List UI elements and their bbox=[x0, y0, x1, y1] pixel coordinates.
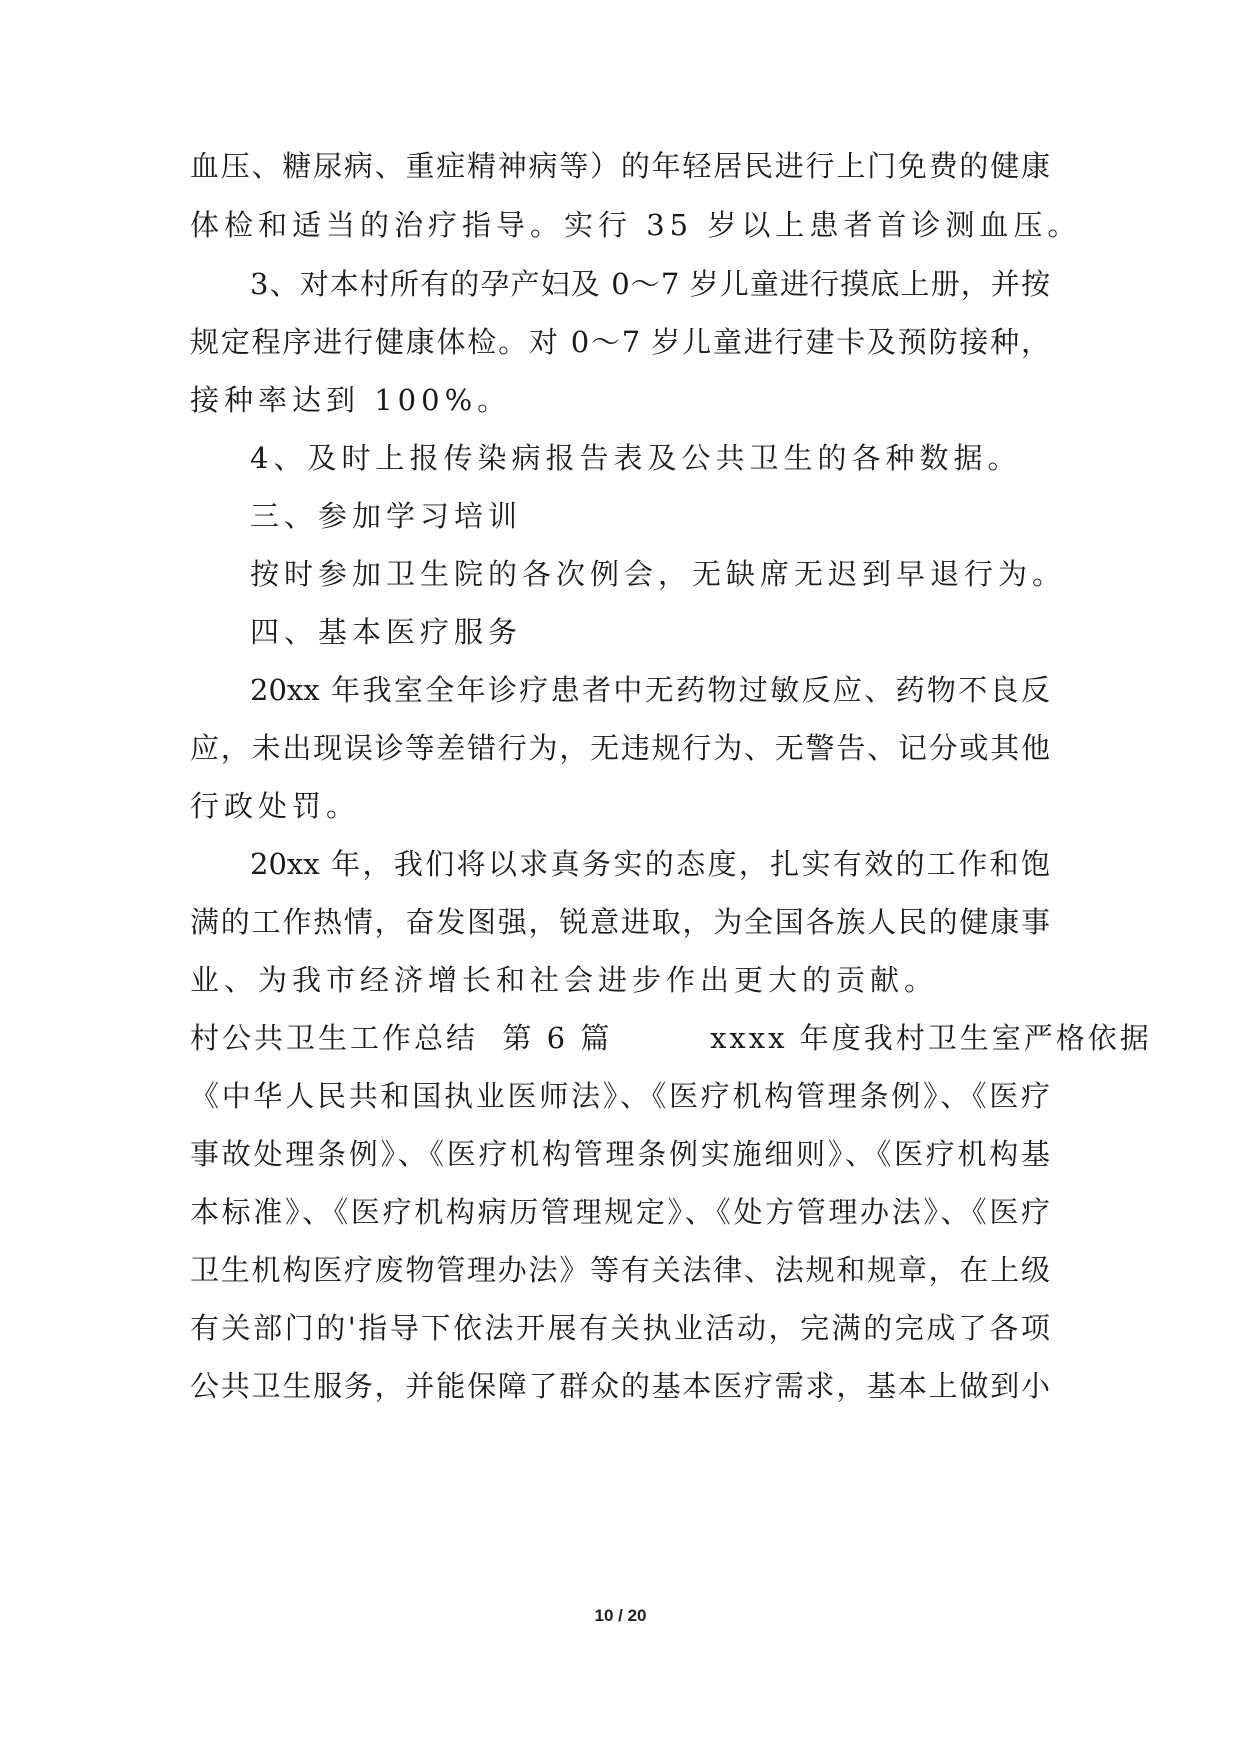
body-text-line: 应，未出现误诊等差错行为，无违规行为、无警告、记分或其他 bbox=[190, 731, 1050, 765]
body-text-line: 规定程序进行健康体检。对 0～7 岁儿童进行建卡及预防接种， bbox=[190, 325, 1050, 359]
body-text-line: 3、对本村所有的孕产妇及 0～7 岁儿童进行摸底上册，并按 bbox=[250, 267, 1050, 301]
page-number: 10 / 20 bbox=[594, 1606, 647, 1625]
section-heading: 四、基本医疗服务 bbox=[250, 615, 523, 649]
body-text-line: 本标准》、《医疗机构病历管理规定》、《处方管理办法》、《医疗 bbox=[190, 1195, 1050, 1229]
body-text-line: 按时参加卫生院的各次例会，无缺席无迟到早退行为。 bbox=[250, 557, 1067, 591]
body-text-line: 4、及时上报传染病报告表及公共卫生的各种数据。 bbox=[250, 441, 1022, 475]
body-text-line: 行政处罚。 bbox=[190, 789, 361, 823]
body-text-line: 血压、糖尿病、重症精神病等）的年轻居民进行上门免费的健康 bbox=[190, 149, 1050, 183]
body-text-line: 体检和适当的治疗指导。实行 35 岁以上患者首诊测血压。 bbox=[190, 208, 1082, 242]
body-text-line: 业、为我市经济增长和社会进步作出更大的贡献。 bbox=[190, 963, 939, 997]
section-heading: 三、参加学习培训 bbox=[250, 499, 523, 533]
body-text-line: 有关部门的'指导下依法开展有关执业活动，完满的完成了各项 bbox=[190, 1311, 1050, 1345]
body-text-line: 20xx 年我室全年诊疗患者中无药物过敏反应、药物不良反 bbox=[250, 673, 1050, 707]
body-text-line: 20xx 年，我们将以求真务实的态度，扎实有效的工作和饱 bbox=[250, 847, 1050, 881]
body-text-line: 接种率达到 100%。 bbox=[190, 383, 512, 417]
article-title-line: 村公共卫生工作总结 第 6 篇 xxxx 年度我村卫生室严格依据 bbox=[190, 1021, 1152, 1055]
body-text-line: 公共卫生服务，并能保障了群众的基本医疗需求，基本上做到小 bbox=[190, 1369, 1050, 1403]
body-text-line: 满的工作热情，奋发图强，锐意进取，为全国各族人民的健康事 bbox=[190, 905, 1050, 939]
body-text-line: 事故处理条例》、《医疗机构管理条例实施细则》、《医疗机构基 bbox=[190, 1137, 1050, 1171]
body-text-line: 卫生机构医疗废物管理办法》等有关法律、法规和规章，在上级 bbox=[190, 1253, 1050, 1287]
body-text-line: 《中华人民共和国执业医师法》、《医疗机构管理条例》、《医疗 bbox=[190, 1079, 1050, 1113]
